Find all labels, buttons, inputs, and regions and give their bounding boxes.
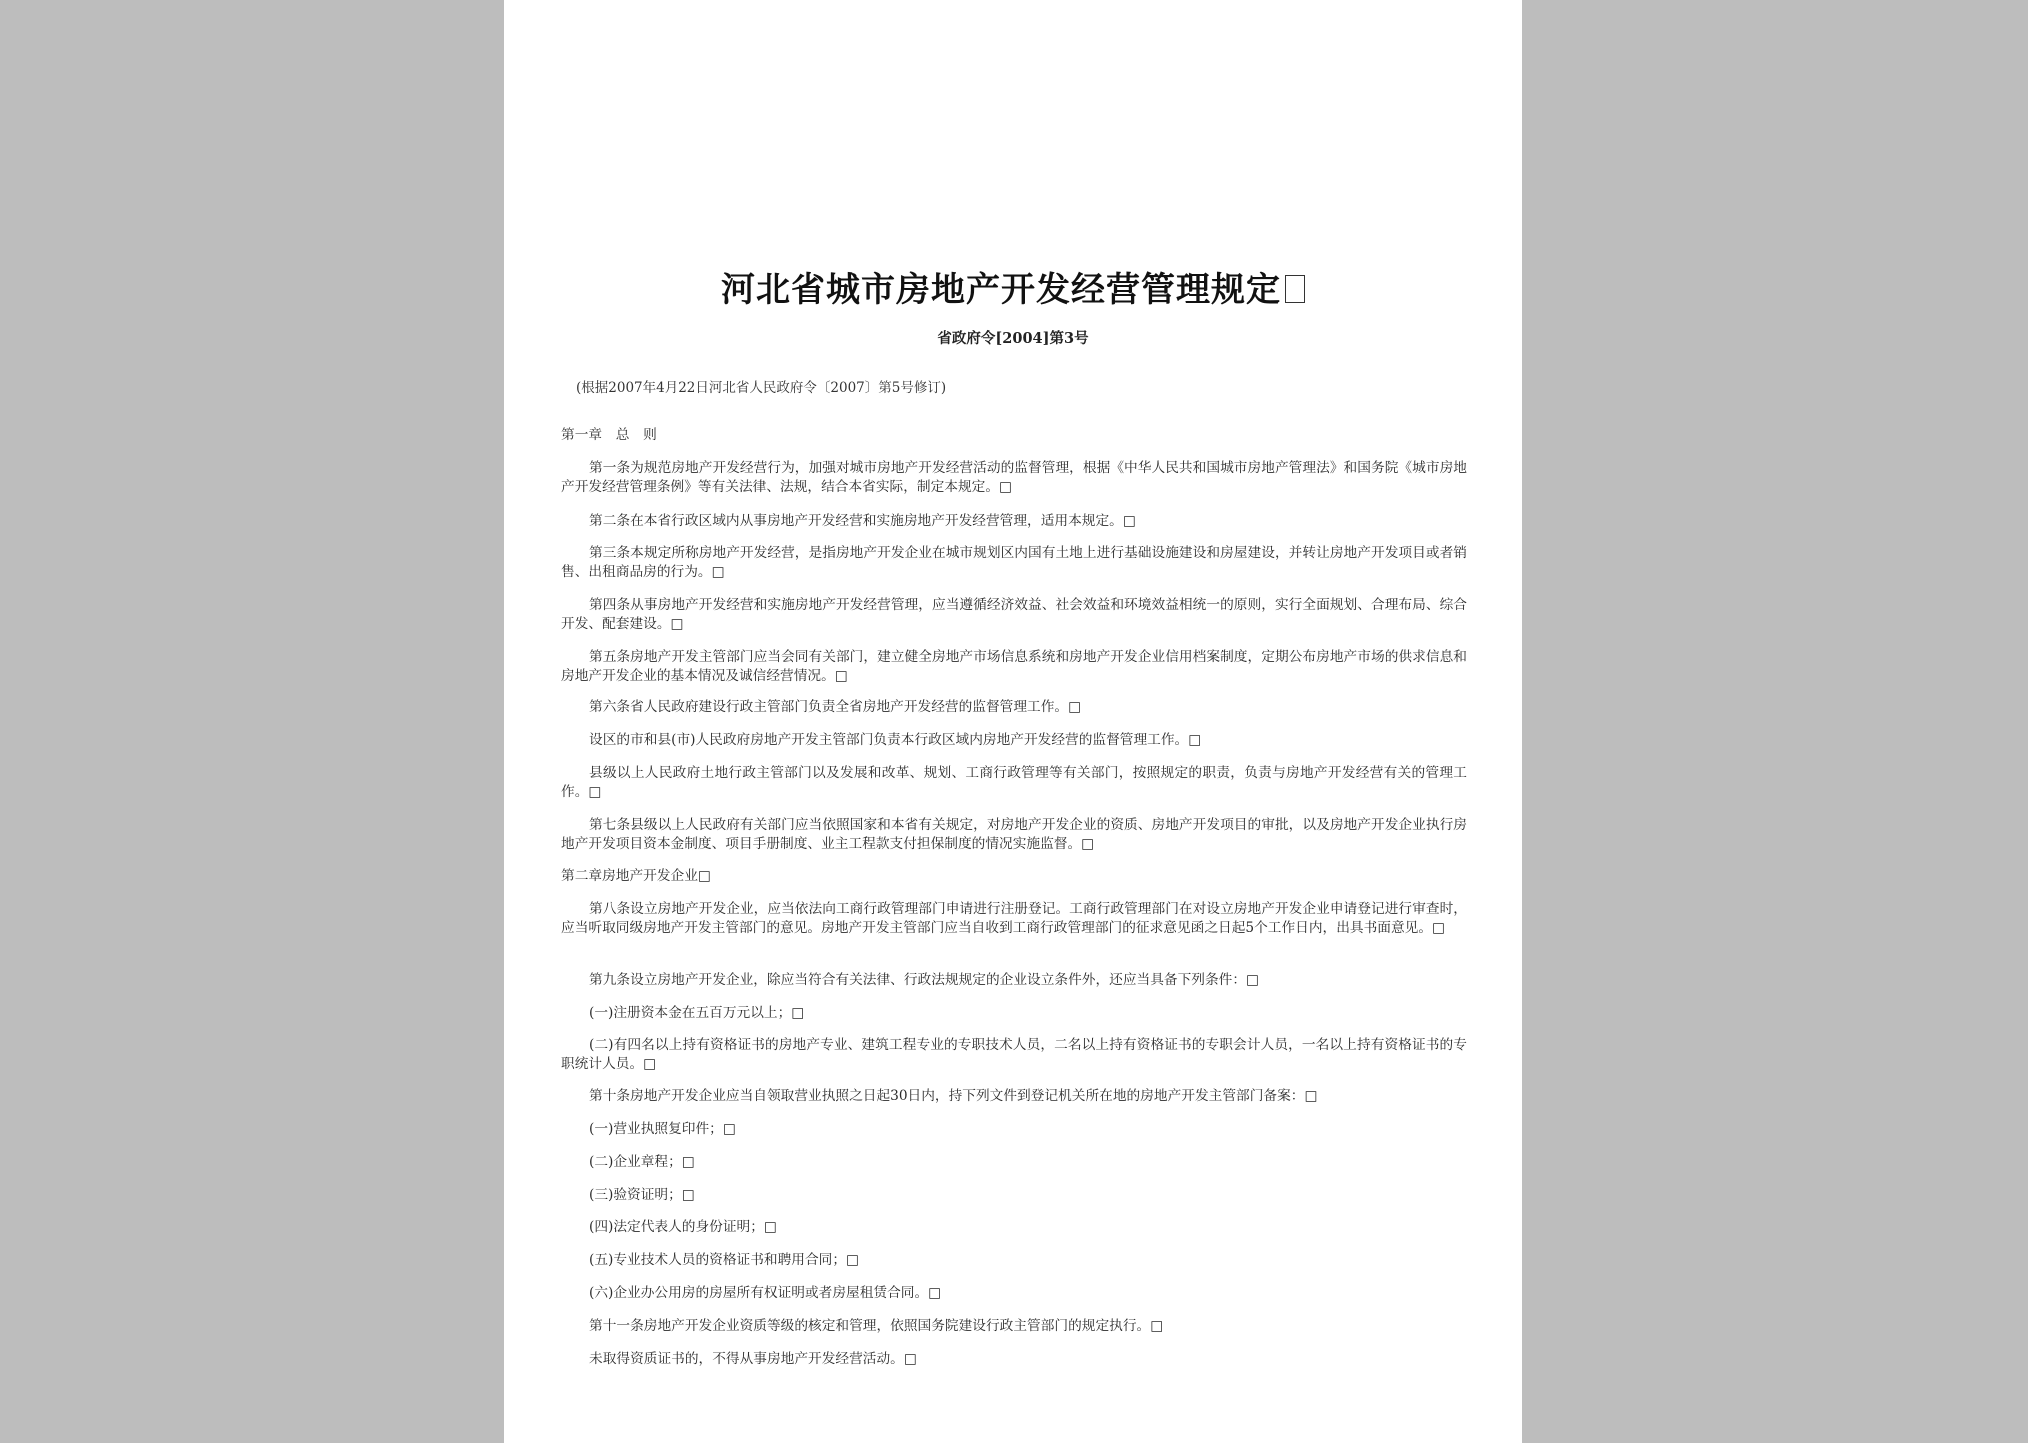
document-title-text: 河北省城市房地产开发经营管理规定 — [721, 270, 1281, 310]
decree-number: 省政府令[2004]第3号 — [937, 330, 1089, 347]
article-paragraph: 设区的市和县(市)人民政府房地产开发主管部门负责本行政区域内房地产开发经营的监督管理工作。□ — [589, 732, 1202, 748]
article-paragraph: 未取得资质证书的，不得从事房地产开发经营活动。□ — [589, 1351, 917, 1367]
article-paragraph: 第五条房地产开发主管部门应当会同有关部门，建立健全房地产市场信息系统和房地产开发企业信用档案制度，定期公布房地产市场的供求信息和房地产开发企业的基本情况及诚信经营情况。□ — [561, 649, 1467, 684]
list-item: (一)注册资本金在五百万元以上；□ — [589, 1005, 805, 1021]
article-paragraph: 第三条本规定所称房地产开发经营，是指房地产开发企业在城市规划区内国有土地上进行基础设施建设和房屋建设，并转让房地产开发项目或者销售、出租商品房的行为。□ — [561, 545, 1467, 580]
article-paragraph: 第八条设立房地产开发企业，应当依法向工商行政管理部门申请进行注册登记。工商行政管理部门在对设立房地产开发企业申请登记进行审查时，应当听取同级房地产开发主管部门的意见。房地产开发主管部门应当自收到工商行政管理部门的征求意见函之日起5个工作日内，出具书面意见。□ — [561, 901, 1467, 936]
list-item: (三)验资证明；□ — [589, 1187, 695, 1203]
document-title — [504, 262, 1522, 311]
article-paragraph: 第九条设立房地产开发企业，除应当符合有关法律、行政法规规定的企业设立条件外，还应当具备下列条件：□ — [589, 972, 1259, 988]
article-paragraph: 第二条在本省行政区域内从事房地产开发经营和实施房地产开发经营管理，适用本规定。□ — [589, 513, 1136, 529]
list-item: (五)专业技术人员的资格证书和聘用合同；□ — [589, 1252, 859, 1268]
article-paragraph: 第四条从事房地产开发经营和实施房地产开发经营管理，应当遵循经济效益、社会效益和环境效益相统一的原则，实行全面规划、合理布局、综合开发、配套建设。□ — [561, 597, 1467, 632]
article-paragraph: 县级以上人民政府土地行政主管部门以及发展和改革、规划、工商行政管理等有关部门，按照规定的职责，负责与房地产开发经营有关的管理工作。□ — [561, 765, 1467, 800]
list-item: (二)有四名以上持有资格证书的房地产专业、建筑工程专业的专职技术人员，二名以上持有资格证书的专职会计人员，一名以上持有资格证书的专职统计人员。□ — [561, 1037, 1467, 1072]
chapter-heading: 第二章房地产开发企业□ — [561, 868, 711, 884]
list-item: (二)企业章程；□ — [589, 1154, 695, 1170]
article-paragraph: 第十一条房地产开发企业资质等级的核定和管理，依照国务院建设行政主管部门的规定执行。□ — [589, 1318, 1164, 1334]
chapter-heading: 第一章 总 则 — [561, 427, 657, 443]
article-paragraph: 第七条县级以上人民政府有关部门应当依照国家和本省有关规定，对房地产开发企业的资质、房地产开发项目的审批，以及房地产开发企业执行房地产开发项目资本金制度、项目手册制度、业主工程款支付担保制度的情况实施监督。□ — [561, 817, 1467, 852]
list-item: (一)营业执照复印件；□ — [589, 1121, 736, 1137]
missing-glyph-box-icon — [1285, 275, 1305, 303]
document-page — [504, 0, 1522, 1443]
list-item: (六)企业办公用房的房屋所有权证明或者房屋租赁合同。□ — [589, 1285, 942, 1301]
article-paragraph: 第十条房地产开发企业应当自领取营业执照之日起30日内，持下列文件到登记机关所在地的房地产开发主管部门备案：□ — [589, 1088, 1318, 1104]
article-paragraph: 第一条为规范房地产开发经营行为，加强对城市房地产开发经营活动的监督管理，根据《中华人民共和国城市房地产管理法》和国务院《城市房地产开发经营管理条例》等有关法律、法规，结合本省实际，制定本规定。□ — [561, 460, 1467, 495]
article-paragraph: 第六条省人民政府建设行政主管部门负责全省房地产开发经营的监督管理工作。□ — [589, 699, 1081, 715]
revision-note: (根据2007年4月22日河北省人民政府令〔2007〕第5号修订) — [576, 380, 947, 396]
list-item: (四)法定代表人的身份证明；□ — [589, 1219, 777, 1235]
